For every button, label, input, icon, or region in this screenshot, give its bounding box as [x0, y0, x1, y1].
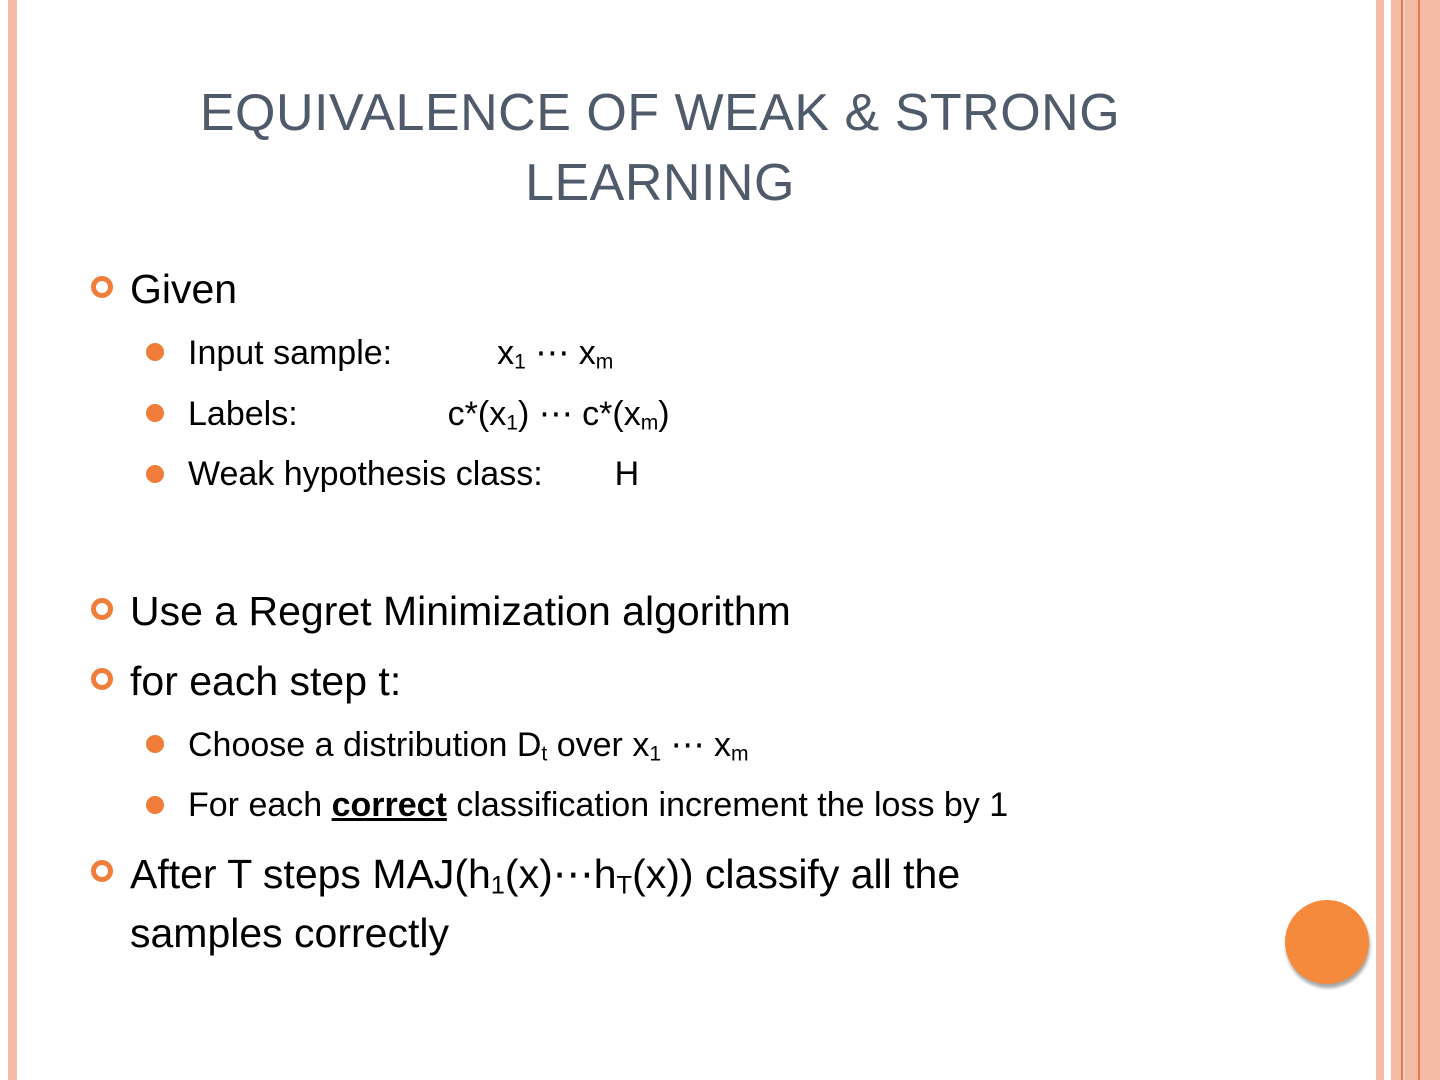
dot-bullet-icon [146, 735, 164, 753]
slide-title [140, 78, 1180, 218]
label-expr: c*(x [447, 395, 507, 433]
after-text: After T steps MAJ(h [130, 851, 491, 897]
right-border-stripe [1418, 0, 1420, 1080]
bullet-choose-distribution [188, 725, 749, 765]
right-border-stripe [1376, 0, 1384, 1080]
after-text: (x)⋯h [504, 851, 617, 897]
bullet-weak-class [188, 455, 639, 494]
subscript: 1 [506, 411, 518, 435]
subscript: t [541, 742, 548, 766]
subscript: 1 [490, 871, 505, 900]
x-var: x [497, 334, 515, 372]
label-expr: ) [658, 395, 670, 433]
subscript: T [616, 871, 633, 900]
weak-label: Weak hypothesis class: [188, 455, 543, 493]
bullet-for-each-step: for each step t: [130, 658, 402, 704]
bullet-input-sample [188, 333, 613, 373]
right-border-stripe [1405, 0, 1440, 1080]
choose-text: Choose a distribution D [188, 726, 542, 764]
correct-emphasis: correct [331, 786, 447, 824]
bullet-for-each-correct [188, 786, 1008, 825]
ellipsis: ⋯ x [525, 334, 596, 372]
label-expr: ) ⋯ c*(x [517, 395, 641, 433]
subscript: 1 [514, 350, 526, 374]
dot-bullet-icon [146, 796, 164, 814]
ellipsis: ⋯ x [661, 726, 731, 764]
after-text: (x)) classify all the [632, 851, 961, 897]
decorative-circle [1285, 900, 1369, 984]
for-each-text: For each [188, 786, 332, 824]
weak-value: H [614, 455, 640, 493]
ring-bullet-icon [91, 668, 113, 690]
slide-title-line2: LEARNING [525, 154, 795, 212]
slide-title-line1: EQUIVALENCE OF WEAK & STRONG [199, 84, 1121, 142]
ring-bullet-icon [91, 598, 113, 620]
ring-bullet-icon [91, 860, 113, 882]
dot-bullet-icon [146, 343, 164, 361]
ring-bullet-icon [91, 276, 113, 298]
subscript: m [730, 742, 749, 766]
bullet-regret: Use a Regret Minimization algorithm [130, 588, 791, 634]
choose-text: over x [547, 726, 650, 764]
bullet-after-steps-line2: samples correctly [130, 910, 449, 956]
bullet-after-steps [130, 850, 960, 898]
subscript: m [595, 350, 614, 374]
dot-bullet-icon [146, 465, 164, 483]
subscript: m [640, 411, 659, 435]
bullet-given: Given [130, 266, 238, 312]
bullet-labels [188, 394, 670, 434]
dot-bullet-icon [146, 404, 164, 422]
labels-label: Labels: [188, 395, 298, 433]
left-border-bar [8, 0, 17, 1080]
subscript: 1 [649, 742, 662, 766]
input-label: Input sample: [188, 334, 393, 372]
for-each-text: classification increment the loss by 1 [446, 786, 1009, 824]
right-border-stripe [1391, 0, 1401, 1080]
